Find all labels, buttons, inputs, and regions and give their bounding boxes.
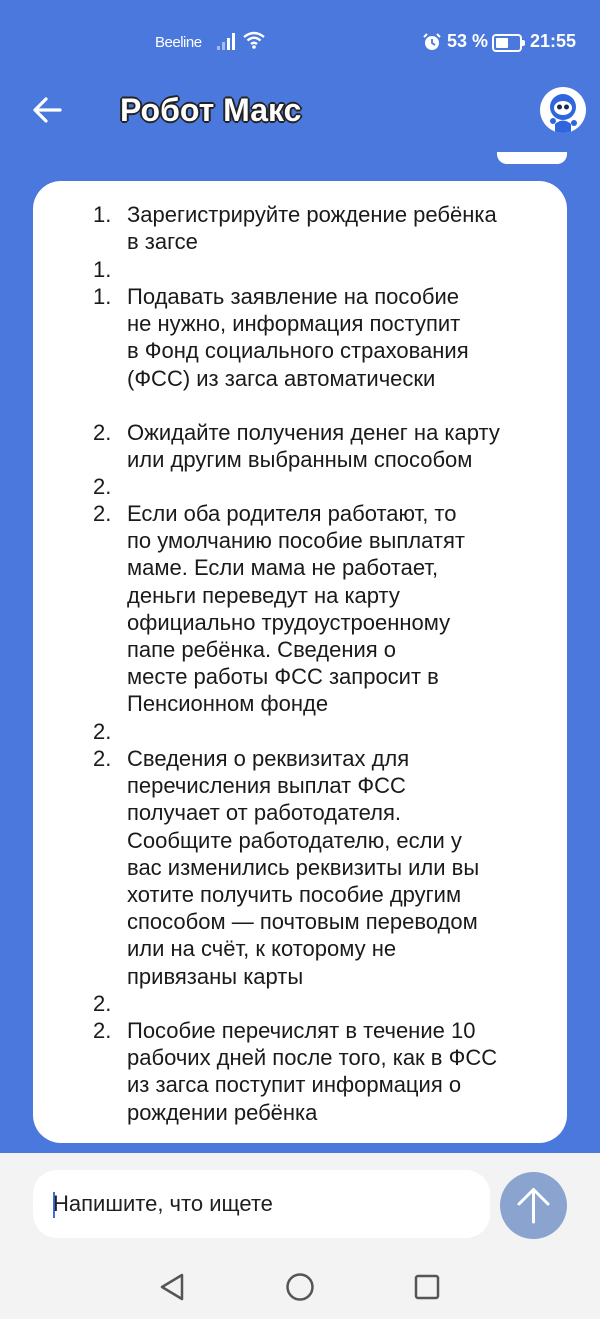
- page-title: Робот Макс: [120, 92, 302, 128]
- robot-avatar[interactable]: [540, 87, 586, 133]
- list-text: Пособие перечислят в течение 10 рабочих дней после того, как в ФСС из загса поступит информация о рождении ребёнка: [127, 1018, 498, 1125]
- nav-recents-icon[interactable]: [414, 1274, 440, 1300]
- list-number: 2.: [93, 501, 112, 526]
- battery-percent: 53 %: [447, 31, 489, 51]
- list-number: 2.: [93, 719, 112, 744]
- wifi-icon: [243, 31, 265, 49]
- list-number: 2.: [93, 1018, 112, 1043]
- search-input[interactable]: [33, 1170, 490, 1238]
- search-input-placeholder: Напишите, что ищете: [53, 1191, 273, 1216]
- list-text: Если оба родителя работают, то по умолчанию пособие выплатят маме. Если мама не работает, деньги переведут на карту официально трудоустроенному папе ребёнка. Сведения о месте работы ФСС запросит в Пенсионном фонде: [127, 501, 465, 717]
- list-text: Зарегистрируйте рождение ребёнка в загсе: [127, 202, 497, 255]
- status-bar: [0, 0, 600, 84]
- list-number: 1.: [93, 257, 112, 282]
- signal-icon: [217, 32, 235, 50]
- bot-message-bubble: [33, 181, 567, 1143]
- list-number: 2.: [93, 746, 112, 771]
- list-number: 2.: [93, 474, 112, 499]
- carrier-name: Beeline: [155, 34, 202, 51]
- list-number: 2.: [93, 420, 112, 445]
- battery-icon: [492, 34, 522, 52]
- list-text: Ожидайте получения денег на карту или другим выбранным способом: [127, 420, 500, 473]
- arrow-up-icon: [500, 1172, 567, 1239]
- list-number: 1.: [93, 202, 112, 227]
- robot-icon: [540, 87, 586, 133]
- list-number: 1.: [93, 284, 112, 309]
- list-text: Подавать заявление на пособие не нужно, информация поступит в Фонд социального страхования (ФСС) из загса автоматически: [127, 284, 469, 391]
- nav-back-icon[interactable]: [158, 1272, 186, 1302]
- status-time: 21:55: [530, 31, 577, 51]
- list-number: 2.: [93, 991, 112, 1016]
- previous-message-bubble: [497, 152, 567, 164]
- alarm-icon: [422, 32, 442, 52]
- nav-home-icon[interactable]: [285, 1272, 315, 1302]
- back-arrow-icon[interactable]: [28, 90, 68, 130]
- list-text: Сведения о реквизитах для перечисления выплат ФСС получает от работодателя. Сообщите работодателю, если у вас изменились реквизиты или вы хотите получить пособие другим способом — почтовым переводом или на счёт, к которому не привязаны карты: [127, 746, 480, 989]
- send-button[interactable]: [500, 1172, 567, 1239]
